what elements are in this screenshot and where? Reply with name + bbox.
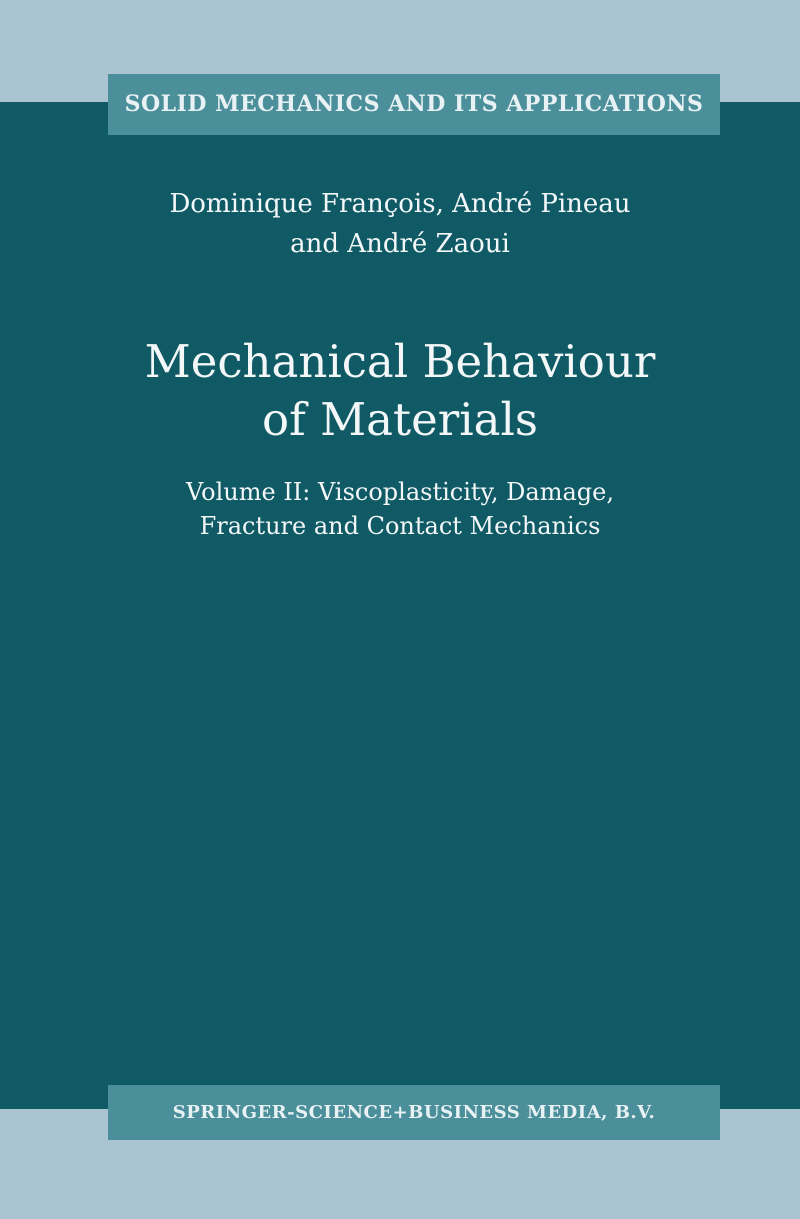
book-subtitle [0, 475, 800, 543]
title-line-2: of Materials [262, 393, 538, 446]
subtitle-line-2: Fracture and Contact Mechanics [199, 512, 601, 540]
book-title [0, 333, 800, 449]
subtitle-line-1: Volume II: Viscoplasticity, Damage, [186, 478, 614, 506]
series-band: SOLID MECHANICS AND ITS APPLICATIONS [108, 74, 720, 135]
authors-line-2: and André Zaoui [290, 229, 510, 259]
authors-line-1: Dominique François, André Pineau [169, 189, 631, 219]
author-block [0, 184, 800, 264]
title-line-1: Mechanical Behaviour [144, 335, 656, 388]
publisher-band: SPRINGER-SCIENCE+BUSINESS MEDIA, B.V. [108, 1085, 720, 1140]
